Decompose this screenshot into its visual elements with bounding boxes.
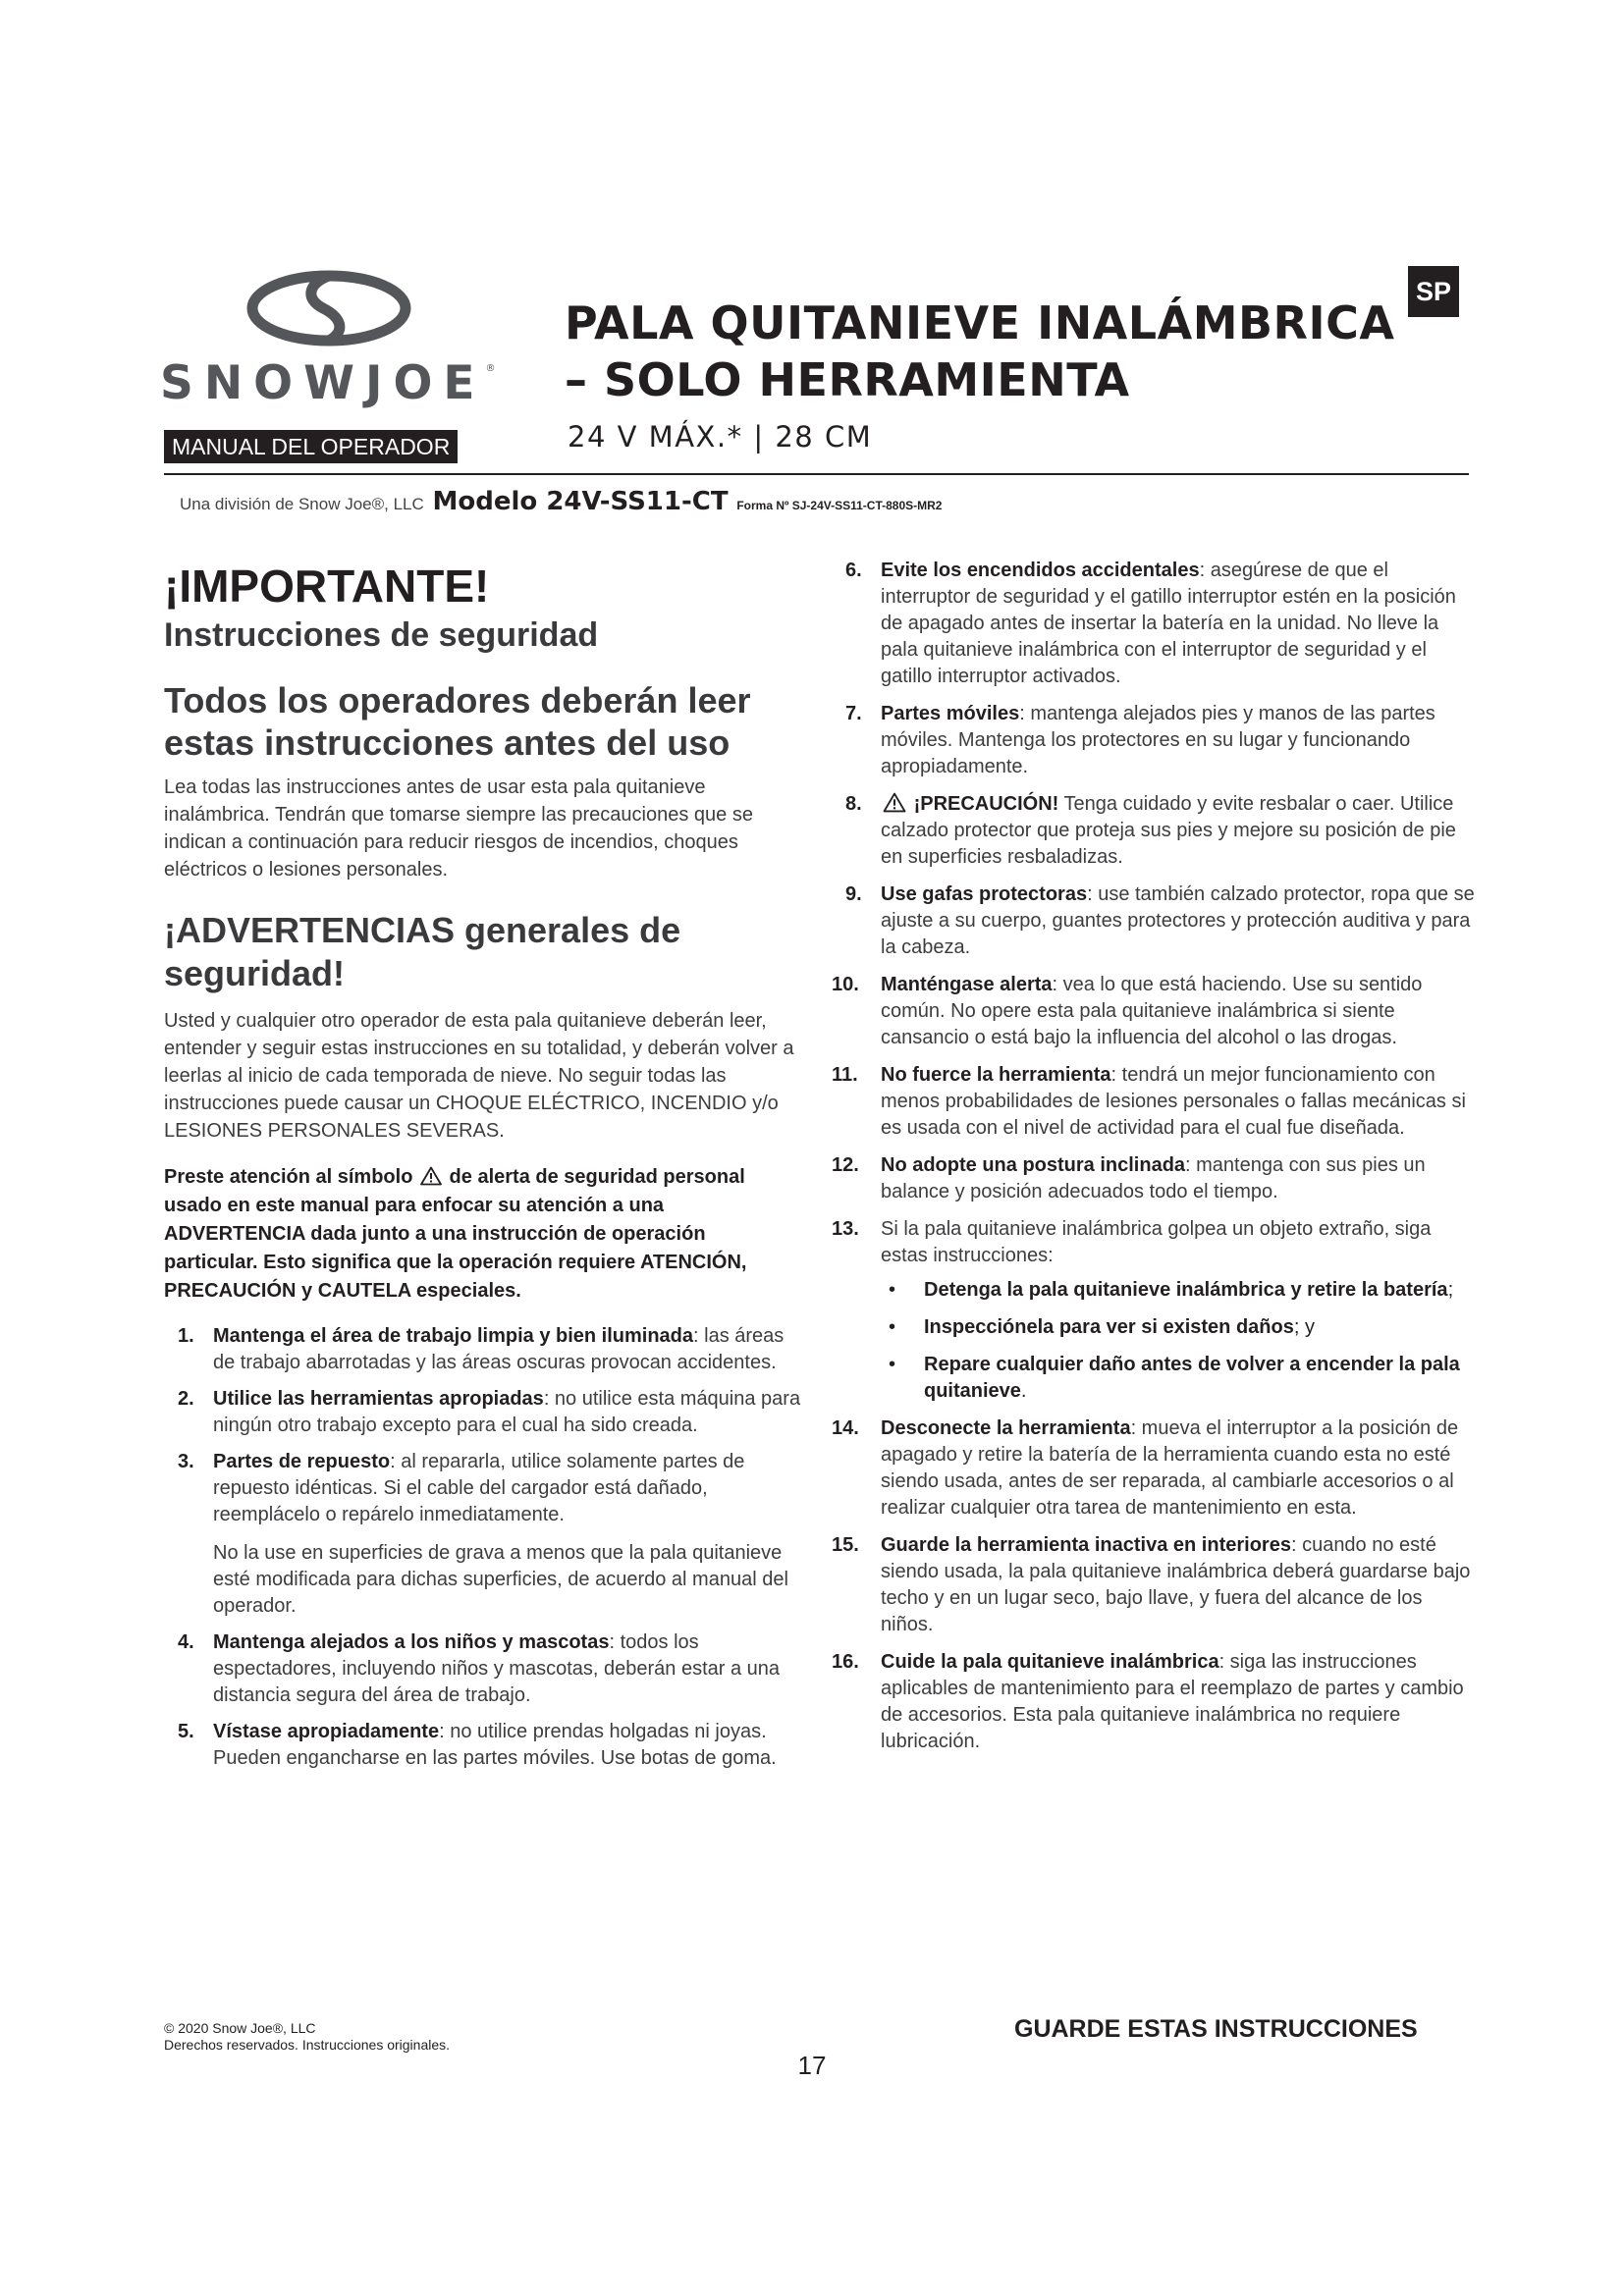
right-column bbox=[832, 558, 1476, 1766]
language-badge: SP bbox=[1408, 266, 1459, 317]
list-item: 5. Vístase apropiadamente: no utilice prendas holgadas ni joyas. Pueden engancharse en las partes móviles. Use botas de goma. bbox=[178, 1721, 777, 1769]
save-instructions: GUARDE ESTAS INSTRUCCIONES bbox=[1014, 2015, 1418, 2043]
footer-copyright bbox=[164, 2020, 450, 2054]
heading-warnings: ¡ADVERTENCIAS generales de seguridad! bbox=[164, 910, 681, 993]
bullet-item: • Repare cualquier daño antes de volver a encender la pala quitanieve. bbox=[881, 1352, 1476, 1405]
heading-instructions: Instrucciones de seguridad bbox=[164, 616, 599, 654]
model-number: Modelo 24V-SS11-CT bbox=[432, 487, 729, 516]
list-item: 6. Evite los encendidos accidentales: asegúrese de que el interruptor de seguridad y el gatillo interruptor estén en la posición de apagado antes de insertar la batería en la unidad. No lleve la pala quitanieve inalámbrica con el interruptor de seguridad y el gatillo interruptor activados. bbox=[845, 560, 1456, 687]
subtitle: 24 V MÁX.* | 28 CM bbox=[568, 420, 873, 454]
foreign-object-steps bbox=[881, 1277, 1476, 1405]
title-line-1: PALA QUITANIEVE INALÁMBRICA bbox=[565, 296, 1395, 349]
list-item: 8. ¡PRECAUCIÓN! Tenga cuidado y evite resbalar o caer. Utilice calzado protector que proteja sus pies y mejore su posición de pie en superficies resbaladizas. bbox=[845, 793, 1456, 868]
rules-list-right bbox=[832, 558, 1476, 1755]
warning-triangle-icon bbox=[883, 792, 906, 813]
list-item: 14. Desconecte la herramienta: mueva el interruptor a la posición de apagado y retire la batería de la herramienta cuando esta no esté siendo usada, antes de ser reparada, al cambiarle accesorios o al realizar cualquier otra tarea de mantenimiento en esta. bbox=[832, 1417, 1459, 1519]
rights-text: Derechos reservados. Instrucciones originales. bbox=[164, 2037, 451, 2053]
division-text: Una división de Snow Joe®, LLC bbox=[180, 495, 424, 513]
list-item: 4. Mantenga alejados a los niños y mascotas: todos los espectadores, incluyendo niños y mascotas, deberán estar a una distancia segura del área de trabajo. bbox=[178, 1631, 781, 1706]
warnings-paragraph: Usted y cualquier otro operador de esta pala quitanieve deberán leer, entender y seguir estas instrucciones en su totalidad, y deberán volver a leerlas al inicio de cada temporada de nieve. No seguir todas las instrucciones puede causar un CHOQUE ELÉCTRICO, INCENDIO y/o LESIONES PERSONALES SEVERAS. bbox=[164, 1010, 794, 1142]
gravel-note: No la use en superficies de grava a menos que la pala quitanieve esté modificada para dichas superficies, de acuerdo al manual del operador. bbox=[213, 1542, 788, 1617]
list-item: 16. Cuide la pala quitanieve inalámbrica: siga las instrucciones aplicables de mantenimiento para el reemplazo de partes y cambio de accesorios. Esta pala quitanieve inalámbrica no requiere lubricación. bbox=[832, 1651, 1464, 1752]
warning-triangle-icon bbox=[420, 1166, 442, 1186]
left-column bbox=[164, 560, 802, 1782]
title-line-2: – SOLO HERRAMIENTA bbox=[565, 353, 1130, 406]
logo-wordmark: SNOWJOE® bbox=[160, 356, 496, 410]
copyright-text: © 2020 Snow Joe®, LLC bbox=[164, 2020, 316, 2036]
page-title bbox=[565, 294, 1394, 408]
list-item: 1. Mantenga el área de trabajo limpia y bien iluminada: las áreas de trabajo abarrotadas y las áreas oscuras provocan accidentes. bbox=[178, 1325, 785, 1373]
list-item: 13. Si la pala quitanieve inalámbrica golpea un objeto extraño, siga estas instrucciones: • Detenga la pala quitanieve inalámbrica y retire la batería; • Inspecciónela para ver si existen daños; y • Repare cualquier daño antes de volver a encender la pala quitanieve. bbox=[838, 1216, 1476, 1405]
bullet-item: • Inspecciónela para ver si existen daños; y bbox=[881, 1314, 1476, 1341]
heading-important: ¡IMPORTANTE! bbox=[164, 561, 490, 612]
snowjoe-swirl-icon bbox=[244, 270, 413, 347]
list-item: 3. Partes de repuesto: al repararla, utilice solamente partes de repuesto idénticas. Si el cable del cargador está dañado, reemplácelo o repárelo inmediatamente. No la use en superficies de grava a menos que la pala quitanieve esté modificada para dichas superficies, de acuerdo al manual del operador. bbox=[164, 1449, 802, 1620]
manual-badge: MANUAL DEL OPERADOR bbox=[164, 430, 458, 463]
header-divider bbox=[164, 473, 1469, 475]
list-item: 12. No adopte una postura inclinada: mantenga con sus pies un balance y posición adecuados todo el tiempo. bbox=[832, 1154, 1426, 1202]
bullet-item: • Detenga la pala quitanieve inalámbrica y retire la batería; bbox=[881, 1277, 1476, 1304]
safety-alert-paragraph: Preste atención al símbolo de alerta de seguridad personal usado en este manual para enfocar su atención a una ADVERTENCIA dada junto a una instrucción de operación particular. Esto significa que la operación requiere ATENCIÓN, PRECAUCIÓN y CAUTELA especiales. bbox=[164, 1166, 747, 1302]
list-item: 9. Use gafas protectoras: use también calzado protector, ropa que se ajuste a su cuerpo, guantes protectores y protección auditiva y para la cabeza. bbox=[845, 883, 1475, 958]
list-item: 15. Guarde la herramienta inactiva en interiores: cuando no esté siendo usada, la pala quitanieve inalámbrica deberá guardarse bajo techo y en un lugar seco, bajo llave, y fuera del alcance de los niños. bbox=[832, 1534, 1471, 1635]
heading-all-operators: Todos los operadores deberán leer estas instrucciones antes del uso bbox=[164, 680, 751, 763]
list-item: 7. Partes móviles: mantenga alejados pies y manos de las partes móviles. Mantenga los protectores en su lugar y funcionando apropiadamente. bbox=[845, 703, 1435, 777]
form-number: Forma Nº SJ-24V-SS11-CT-880S-MR2 bbox=[736, 499, 943, 512]
page-number: 17 bbox=[797, 2051, 827, 2080]
list-item: 10. Manténgase alerta: vea lo que está haciendo. Use su sentido común. No opere esta pala quitanieve inalámbrica si siente cansancio o está bajo la influencia del alcohol o las drogas. bbox=[832, 974, 1423, 1048]
intro-paragraph: Lea todas las instrucciones antes de usar esta pala quitanieve inalámbrica. Tendrán que tomarse siempre las precauciones que se indican a continuación para reducir riesgos de incendios, choques eléctricos o lesiones personales. bbox=[164, 776, 753, 881]
division-line bbox=[180, 487, 942, 516]
list-item: 11. No fuerce la herramienta: tendrá un mejor funcionamiento con menos probabilidades de lesiones personales o fallas mecánicas si es usada con el nivel de actividad para el cual fue diseñada. bbox=[832, 1064, 1466, 1139]
rules-list-left bbox=[164, 1323, 802, 1772]
list-item: 2. Utilice las herramientas apropiadas: no utilice esta máquina para ningún otro trabajo excepto para el cual ha sido creada. bbox=[178, 1388, 801, 1436]
